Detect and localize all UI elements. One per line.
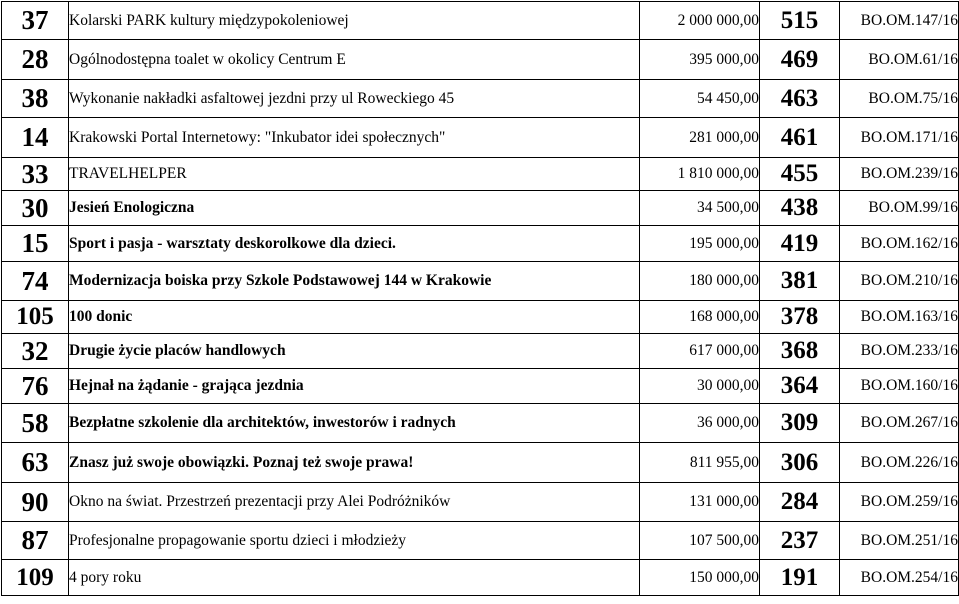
project-title: Jesień Enologiczna bbox=[69, 191, 640, 226]
project-amount: 107 500,00 bbox=[640, 522, 760, 560]
vote-count: 364 bbox=[760, 369, 840, 404]
project-number: 74 bbox=[2, 262, 69, 301]
table-row bbox=[2, 404, 959, 443]
table-row bbox=[2, 80, 959, 118]
vote-count: 284 bbox=[760, 483, 840, 522]
project-number: 33 bbox=[2, 158, 69, 191]
table-row bbox=[2, 191, 959, 226]
project-title: Hejnał na żądanie - grająca jezdnia bbox=[69, 369, 640, 404]
project-title: 4 pory roku bbox=[69, 560, 640, 596]
project-amount: 30 000,00 bbox=[640, 369, 760, 404]
project-amount: 617 000,00 bbox=[640, 334, 760, 369]
project-number: 105 bbox=[2, 301, 69, 334]
project-amount: 180 000,00 bbox=[640, 262, 760, 301]
project-code: BO.OM.160/16 bbox=[840, 369, 959, 404]
project-number: 58 bbox=[2, 404, 69, 443]
project-amount: 150 000,00 bbox=[640, 560, 760, 596]
project-code: BO.OM.147/16 bbox=[840, 2, 959, 40]
table-row bbox=[2, 522, 959, 560]
project-amount: 131 000,00 bbox=[640, 483, 760, 522]
project-amount: 2 000 000,00 bbox=[640, 2, 760, 40]
project-number: 14 bbox=[2, 118, 69, 158]
project-amount: 395 000,00 bbox=[640, 40, 760, 80]
project-title: Drugie życie placów handlowych bbox=[69, 334, 640, 369]
table-row bbox=[2, 40, 959, 80]
vote-count: 368 bbox=[760, 334, 840, 369]
table-row bbox=[2, 483, 959, 522]
table-row bbox=[2, 2, 959, 40]
table-row bbox=[2, 369, 959, 404]
project-amount: 1 810 000,00 bbox=[640, 158, 760, 191]
project-code: BO.OM.163/16 bbox=[840, 301, 959, 334]
vote-count: 515 bbox=[760, 2, 840, 40]
vote-count: 463 bbox=[760, 80, 840, 118]
project-amount: 168 000,00 bbox=[640, 301, 760, 334]
table-row bbox=[2, 334, 959, 369]
project-amount: 54 450,00 bbox=[640, 80, 760, 118]
project-title: Ogólnodostępna toalet w okolicy Centrum E bbox=[69, 40, 640, 80]
project-title: Sport i pasja - warsztaty deskorolkowe dla dzieci. bbox=[69, 226, 640, 262]
project-title: Wykonanie nakładki asfaltowej jezdni przy ul Roweckiego 45 bbox=[69, 80, 640, 118]
vote-count: 455 bbox=[760, 158, 840, 191]
table-row bbox=[2, 443, 959, 483]
project-title: Modernizacja boiska przy Szkole Podstawowej 144 w Krakowie bbox=[69, 262, 640, 301]
project-code: BO.OM.267/16 bbox=[840, 404, 959, 443]
table-row bbox=[2, 118, 959, 158]
project-title: Okno na świat. Przestrzeń prezentacji przy Alei Podróżników bbox=[69, 483, 640, 522]
project-number: 15 bbox=[2, 226, 69, 262]
project-title: Znasz już swoje obowiązki. Poznaj też swoje prawa! bbox=[69, 443, 640, 483]
project-number: 38 bbox=[2, 80, 69, 118]
projects-table bbox=[1, 1, 959, 596]
vote-count: 237 bbox=[760, 522, 840, 560]
table-row bbox=[2, 262, 959, 301]
project-amount: 195 000,00 bbox=[640, 226, 760, 262]
project-title: TRAVELHELPER bbox=[69, 158, 640, 191]
table-row bbox=[2, 301, 959, 334]
project-code: BO.OM.61/16 bbox=[840, 40, 959, 80]
table-body bbox=[2, 2, 959, 596]
project-title: Profesjonalne propagowanie sportu dzieci i młodzieży bbox=[69, 522, 640, 560]
project-title: Bezpłatne szkolenie dla architektów, inwestorów i radnych bbox=[69, 404, 640, 443]
project-code: BO.OM.171/16 bbox=[840, 118, 959, 158]
table-row bbox=[2, 226, 959, 262]
project-number: 63 bbox=[2, 443, 69, 483]
table-row bbox=[2, 560, 959, 596]
project-number: 28 bbox=[2, 40, 69, 80]
project-number: 37 bbox=[2, 2, 69, 40]
project-title: Krakowski Portal Internetowy: "Inkubator idei społecznych" bbox=[69, 118, 640, 158]
project-code: BO.OM.162/16 bbox=[840, 226, 959, 262]
vote-count: 381 bbox=[760, 262, 840, 301]
vote-count: 306 bbox=[760, 443, 840, 483]
project-amount: 281 000,00 bbox=[640, 118, 760, 158]
vote-count: 469 bbox=[760, 40, 840, 80]
project-code: BO.OM.75/16 bbox=[840, 80, 959, 118]
project-code: BO.OM.239/16 bbox=[840, 158, 959, 191]
project-title: 100 donic bbox=[69, 301, 640, 334]
project-number: 32 bbox=[2, 334, 69, 369]
project-code: BO.OM.259/16 bbox=[840, 483, 959, 522]
vote-count: 378 bbox=[760, 301, 840, 334]
project-code: BO.OM.251/16 bbox=[840, 522, 959, 560]
vote-count: 461 bbox=[760, 118, 840, 158]
project-number: 76 bbox=[2, 369, 69, 404]
table-row bbox=[2, 158, 959, 191]
project-title: Kolarski PARK kultury międzypokoleniowej bbox=[69, 2, 640, 40]
vote-count: 191 bbox=[760, 560, 840, 596]
project-amount: 34 500,00 bbox=[640, 191, 760, 226]
vote-count: 438 bbox=[760, 191, 840, 226]
project-code: BO.OM.99/16 bbox=[840, 191, 959, 226]
project-amount: 811 955,00 bbox=[640, 443, 760, 483]
project-number: 30 bbox=[2, 191, 69, 226]
project-code: BO.OM.210/16 bbox=[840, 262, 959, 301]
project-code: BO.OM.226/16 bbox=[840, 443, 959, 483]
project-number: 90 bbox=[2, 483, 69, 522]
project-amount: 36 000,00 bbox=[640, 404, 760, 443]
project-number: 109 bbox=[2, 560, 69, 596]
project-code: BO.OM.254/16 bbox=[840, 560, 959, 596]
vote-count: 309 bbox=[760, 404, 840, 443]
project-number: 87 bbox=[2, 522, 69, 560]
vote-count: 419 bbox=[760, 226, 840, 262]
project-code: BO.OM.233/16 bbox=[840, 334, 959, 369]
